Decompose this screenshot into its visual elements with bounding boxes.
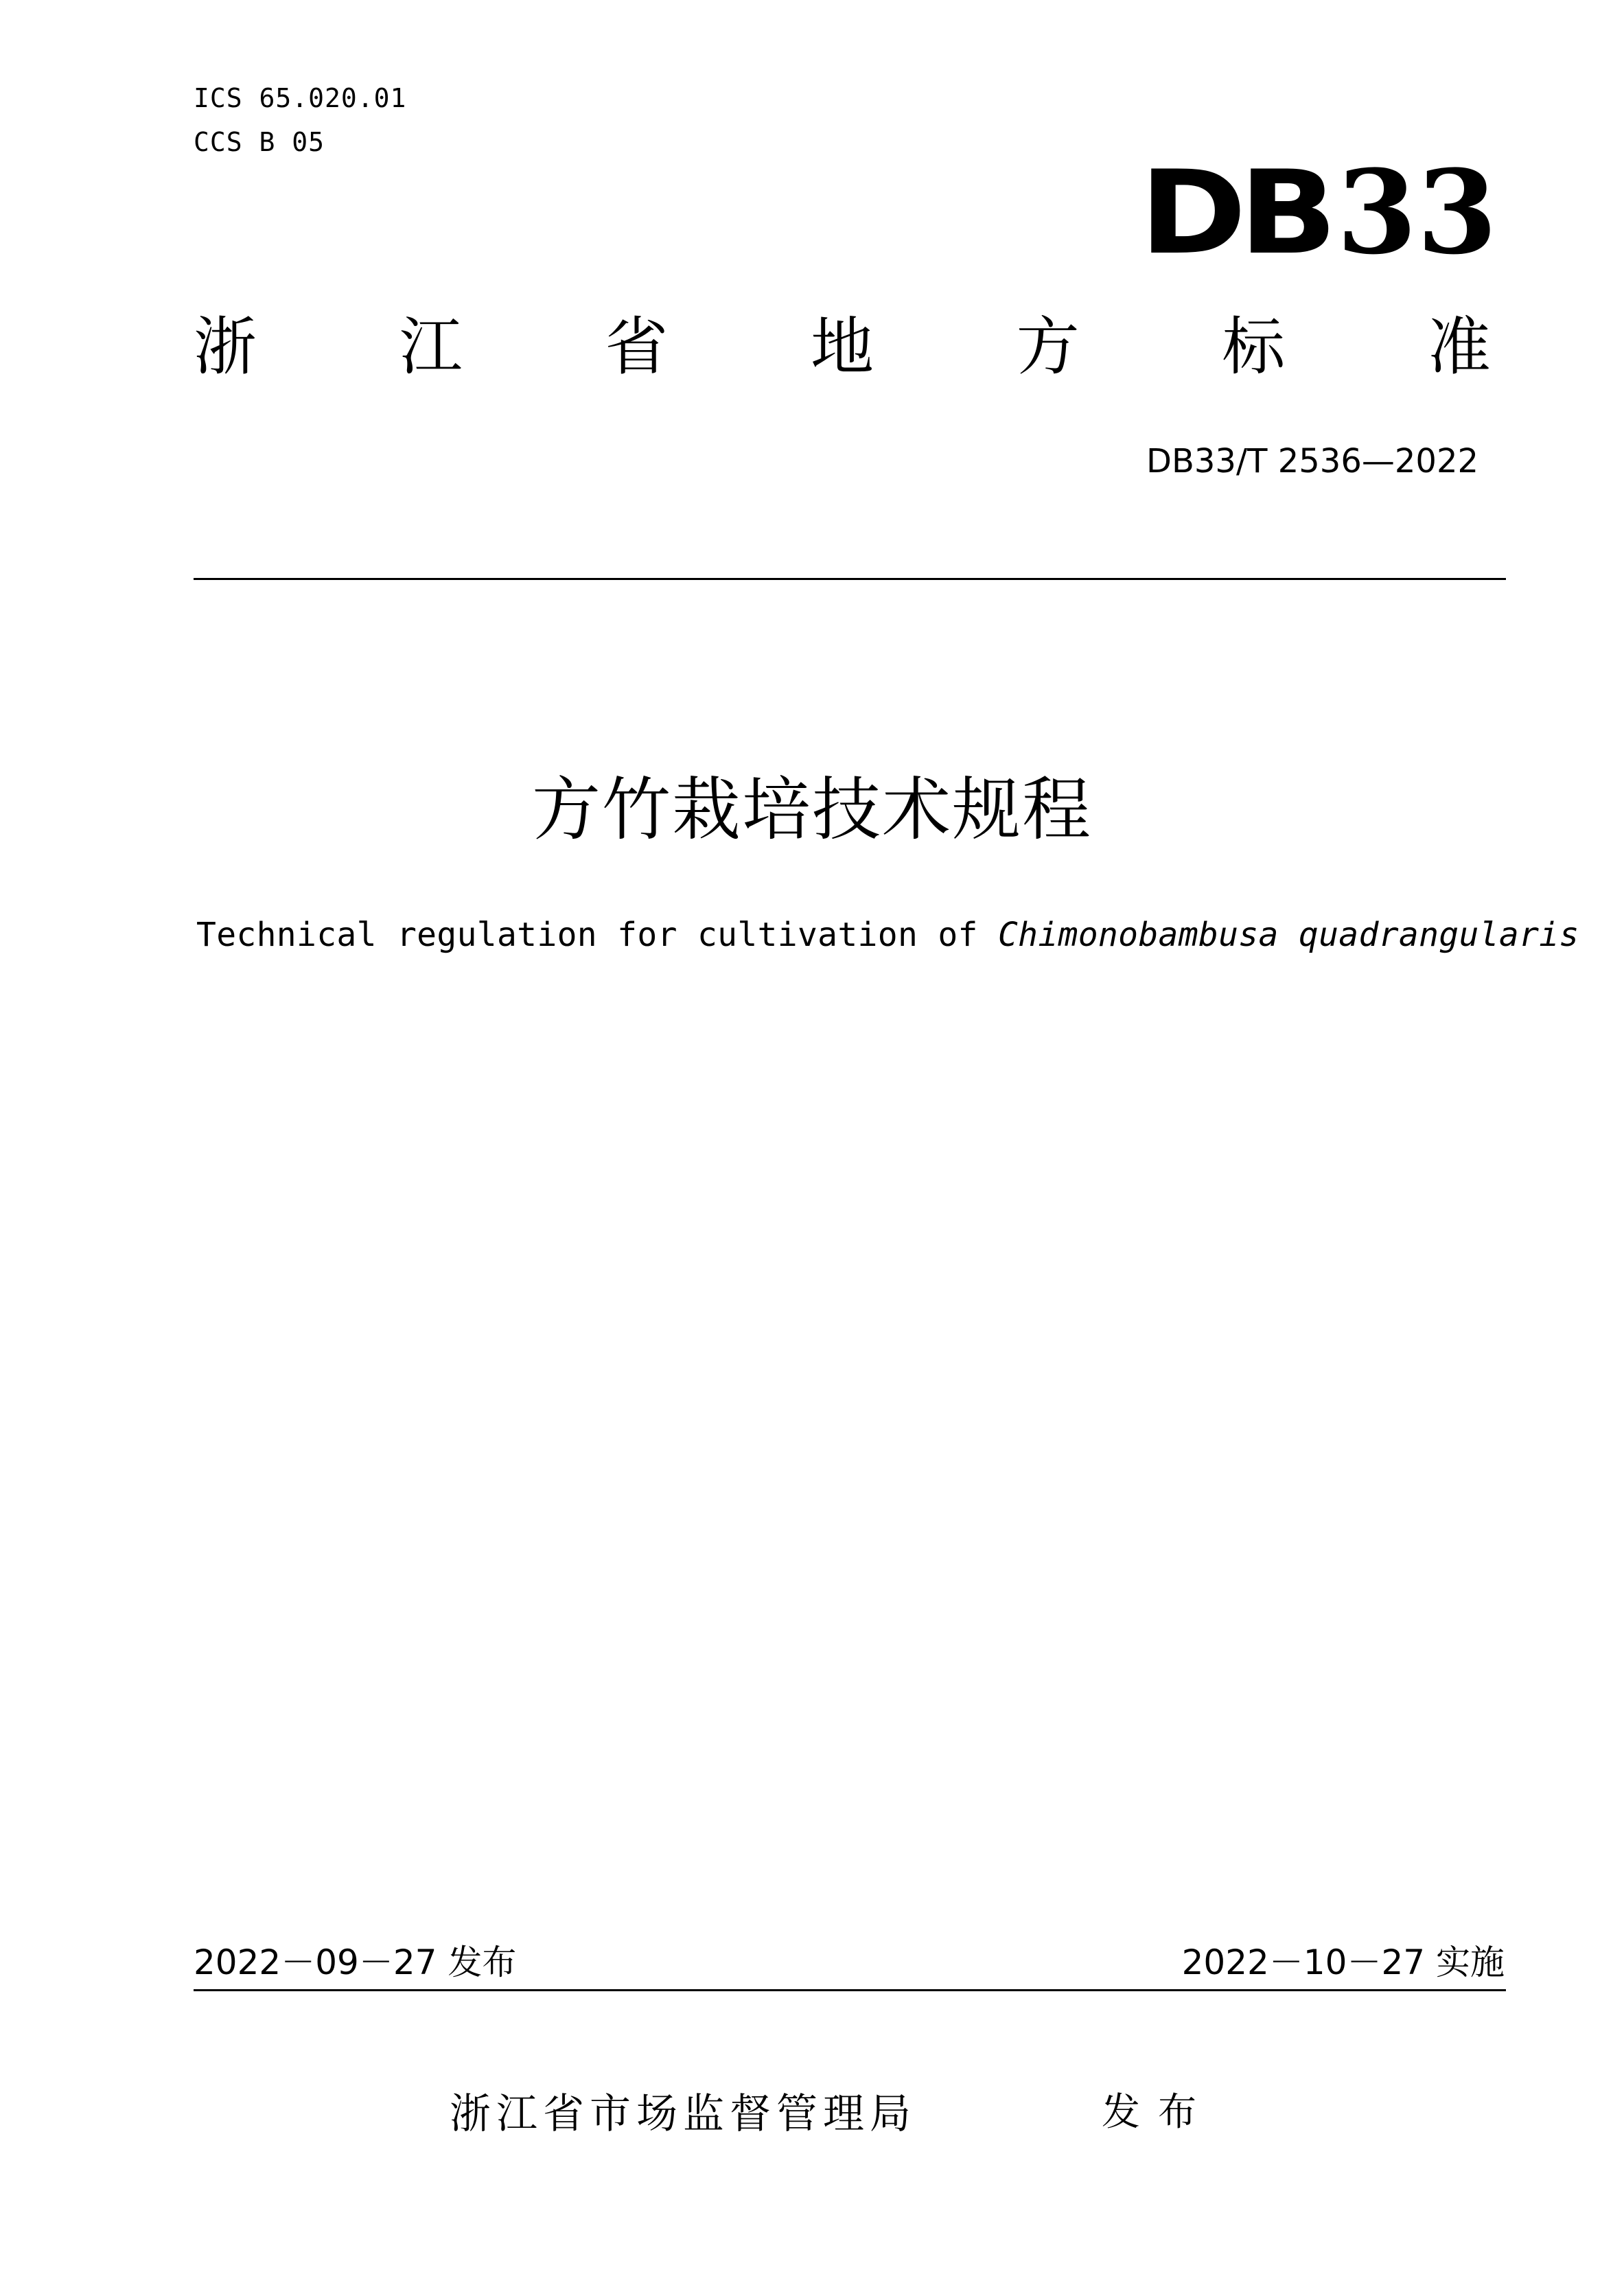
publish-label: 发布 <box>1102 2090 1214 2135</box>
ics-code: ICS 65.020.01 <box>194 83 407 113</box>
english-title-prefix: Technical regulation for cultivation of <box>196 916 998 954</box>
top-divider <box>194 578 1506 580</box>
english-title-latin-name: Chimonobambusa quadrangularis <box>997 916 1579 954</box>
chinese-title: 方竹栽培技术规程 <box>532 769 1092 850</box>
standard-type-char: 江 <box>399 310 463 384</box>
db-logo-letters: DB <box>1139 146 1330 280</box>
db33-logo <box>1139 144 1498 280</box>
standard-type-char: 标 <box>1222 310 1286 384</box>
standard-number: DB33/T 2536—2022 <box>1146 442 1479 480</box>
standard-type-char: 方 <box>1016 310 1080 384</box>
issue-date: 2022－09－27 发布 <box>194 1943 517 1982</box>
ccs-code: CCS B 05 <box>194 127 325 157</box>
publisher-name: 浙江省市场监督管理局 <box>450 2090 916 2138</box>
standard-type-char: 准 <box>1427 310 1491 384</box>
implementation-date: 2022－10－27 实施 <box>1181 1943 1505 1982</box>
standard-type-char: 省 <box>605 310 669 384</box>
standard-type-heading <box>194 310 1491 384</box>
bottom-divider <box>194 1989 1506 1991</box>
english-title <box>196 916 1579 954</box>
db-logo-number: 33 <box>1336 144 1498 280</box>
standard-type-char: 浙 <box>194 310 257 384</box>
standard-type-char: 地 <box>810 310 874 384</box>
